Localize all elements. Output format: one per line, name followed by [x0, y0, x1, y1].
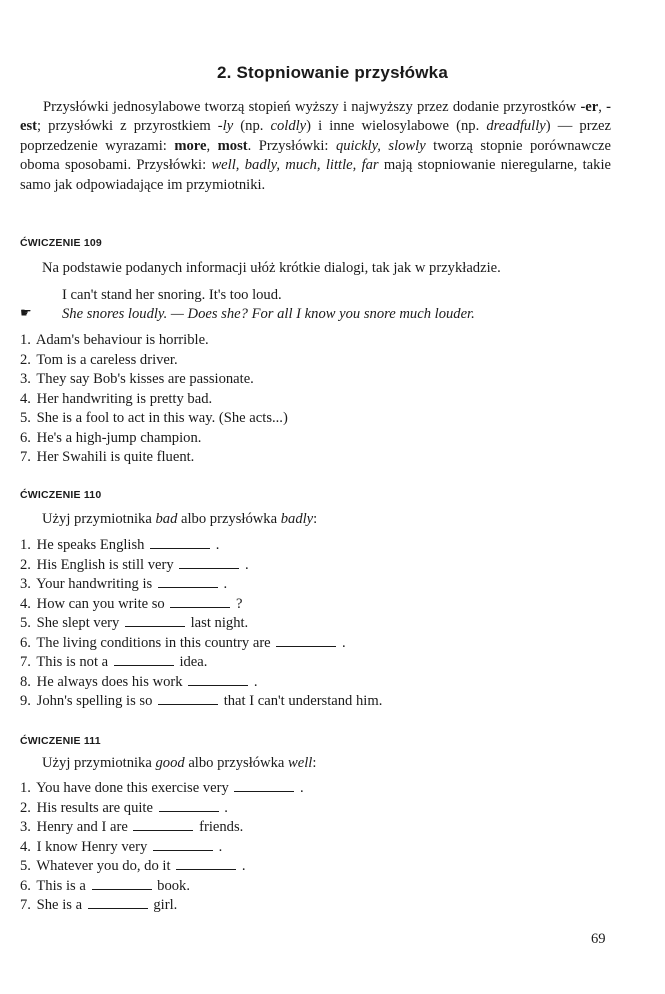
item-text-after: . [241, 556, 249, 573]
item-text-after: . [214, 838, 223, 855]
list-item [20, 799, 304, 819]
exercise-110-heading: ĆWICZENIE 110 [20, 489, 102, 501]
item-text-after: . [212, 537, 220, 553]
intro-segment: well, badly, much, little, far [211, 157, 379, 174]
item-number: 1. [20, 332, 31, 348]
item-number: 2. [20, 799, 31, 816]
list-item [20, 351, 288, 371]
item-text-after: that I can't understand him. [220, 693, 383, 709]
answer-blank[interactable] [188, 675, 248, 686]
intro-segment: coldly [270, 118, 307, 135]
list-item [20, 896, 304, 916]
list-item [20, 857, 304, 877]
item-number: 7. [20, 449, 31, 465]
answer-blank[interactable] [133, 820, 193, 831]
list-item [20, 634, 382, 654]
answer-blank[interactable] [88, 898, 148, 909]
answer-blank[interactable] [170, 597, 230, 608]
answer-blank[interactable] [150, 538, 210, 549]
intro-segment: most [217, 137, 248, 154]
item-text-before: This is a [33, 877, 90, 894]
item-number: 4. [20, 838, 31, 855]
list-item [20, 536, 382, 556]
item-number: 2. [20, 351, 31, 368]
item-text-before: She is a [33, 897, 86, 913]
item-text-after: last night. [186, 615, 249, 631]
item-text-after: ? [232, 595, 243, 612]
item-text-after: . [250, 673, 258, 690]
item-number: 5. [20, 410, 31, 426]
answer-blank[interactable] [114, 655, 174, 666]
list-item [20, 673, 382, 693]
item-text-before: She slept very [33, 615, 123, 631]
item-text-before: The living conditions in this country are [33, 634, 275, 651]
page-number: 69 [591, 931, 606, 947]
list-item [20, 614, 382, 634]
item-text: He's a high-jump champion. [33, 429, 202, 446]
item-number: 4. [20, 390, 31, 407]
item-text-before: His English is still very [33, 556, 178, 573]
item-text-after: . [219, 576, 228, 592]
item-text-before: He always does his work [33, 673, 187, 690]
list-item [20, 556, 382, 576]
list-item [20, 409, 288, 429]
intro-segment: ) i inne wielosylabowe (np. [306, 118, 487, 135]
exercise-111-instruction: Użyj przymiotnika good albo przysłówka well: [42, 755, 317, 771]
item-number: 3. [20, 819, 31, 835]
list-item [20, 331, 288, 351]
list-item [20, 818, 304, 838]
answer-blank[interactable] [176, 859, 236, 870]
item-text-before: He speaks English [33, 537, 149, 553]
item-number: 1. [20, 537, 31, 553]
list-item [20, 877, 304, 897]
intro-segment: Przysłówki jednosylabowe tworzą stopień wyższy i najwyższy przez dodanie przyrostków [43, 99, 581, 115]
exercise-109-example-answer: She snores loudly. — Does she? For all I know you snore much louder. [62, 306, 475, 322]
answer-blank[interactable] [153, 840, 213, 851]
exercise-109-heading: ĆWICZENIE 109 [20, 237, 102, 249]
item-number: 3. [20, 371, 31, 387]
item-text-after: book. [153, 877, 190, 894]
intro-segment: mają stopniowanie nieregularne, takie samo jak odpowiadające im przymiotniki. [20, 157, 611, 193]
item-text-before: John's spelling is so [33, 693, 157, 709]
exercise-111-heading: ĆWICZENIE 111 [20, 735, 101, 747]
pointing-hand-icon: ☛ [20, 306, 32, 321]
item-text-before: How can you write so [33, 595, 169, 612]
intro-segment: -er [580, 99, 599, 115]
intro-segment: , [598, 99, 607, 115]
list-item [20, 390, 288, 410]
section-title: 2. Stopniowanie przysłówka [217, 63, 448, 82]
item-text: Tom is a careless driver. [33, 351, 178, 368]
item-text: Adam's behaviour is horrible. [33, 332, 209, 348]
item-text: She is a fool to act in this way. (She acts...) [33, 410, 288, 426]
list-item [20, 429, 288, 449]
list-item [20, 575, 382, 595]
intro-segment: ) — przez poprzedzenie wyrazami: [20, 118, 612, 154]
item-text-before: I know Henry very [33, 838, 151, 855]
item-text-after: . [238, 858, 246, 874]
item-number: 1. [20, 780, 31, 796]
intro-segment: ; przysłówki z przyrostkiem [37, 118, 218, 135]
item-text-after: . [220, 799, 228, 816]
exercise-109-example-prompt: I can't stand her snoring. It's too loud. [62, 287, 282, 303]
item-text-before: Your handwriting is [33, 576, 156, 592]
intro-segment: (np. [233, 118, 271, 135]
exercise-109-list [20, 331, 288, 468]
exercise-109-instruction: Na podstawie podanych informacji ułóż krótkie dialogi, tak jak w przykładzie. [42, 260, 501, 276]
item-text-after: girl. [149, 897, 178, 913]
item-number: 6. [20, 877, 31, 894]
answer-blank[interactable] [159, 801, 219, 812]
answer-blank[interactable] [125, 616, 185, 627]
exercise-110-instruction: Użyj przymiotnika bad albo przysłówka badly: [42, 511, 318, 527]
item-text: Her Swahili is quite fluent. [33, 449, 195, 465]
intro-segment: quickly, slowly [335, 137, 426, 154]
item-number: 6. [20, 429, 31, 446]
intro-paragraph [20, 98, 611, 195]
item-text-after: idea. [175, 654, 208, 670]
intro-segment: dreadfully [486, 118, 546, 135]
item-number: 8. [20, 673, 31, 690]
answer-blank[interactable] [158, 694, 218, 705]
exercise-111-list [20, 779, 304, 916]
answer-blank[interactable] [158, 577, 218, 588]
list-item [20, 779, 304, 799]
answer-blank[interactable] [234, 781, 294, 792]
item-number: 3. [20, 576, 31, 592]
intro-segment: . Przysłówki: [247, 137, 336, 154]
item-text: They say Bob's kisses are passionate. [33, 371, 254, 387]
answer-blank[interactable] [92, 879, 152, 890]
item-number: 2. [20, 556, 31, 573]
item-text-before: Whatever you do, do it [33, 858, 175, 874]
item-number: 5. [20, 615, 31, 631]
item-text-before: You have done this exercise very [33, 780, 233, 796]
answer-blank[interactable] [179, 558, 239, 569]
item-text-before: Henry and I are [33, 819, 132, 835]
list-item [20, 370, 288, 390]
list-item [20, 838, 304, 858]
exercise-110-list [20, 536, 382, 712]
intro-segment: , [206, 137, 218, 154]
item-number: 4. [20, 595, 31, 612]
intro-segment: more [174, 137, 207, 154]
item-text-after: friends. [195, 819, 244, 835]
intro-segment: -est [20, 99, 612, 135]
item-number: 5. [20, 858, 31, 874]
item-text-before: His results are quite [33, 799, 157, 816]
item-text-before: This is not a [33, 654, 112, 670]
answer-blank[interactable] [276, 636, 336, 647]
list-item [20, 692, 382, 712]
intro-segment: -ly [217, 118, 234, 135]
item-text-after: . [296, 780, 304, 796]
item-number: 9. [20, 693, 31, 709]
list-item [20, 448, 288, 468]
intro-segment: tworzą stopnie porównawcze oboma sposobami. Przysłówki: [20, 137, 612, 174]
list-item [20, 595, 382, 615]
item-number: 7. [20, 897, 31, 913]
list-item [20, 653, 382, 673]
item-number: 7. [20, 654, 31, 670]
item-number: 6. [20, 634, 31, 651]
item-text-after: . [338, 634, 346, 651]
item-text: Her handwriting is pretty bad. [33, 390, 213, 407]
